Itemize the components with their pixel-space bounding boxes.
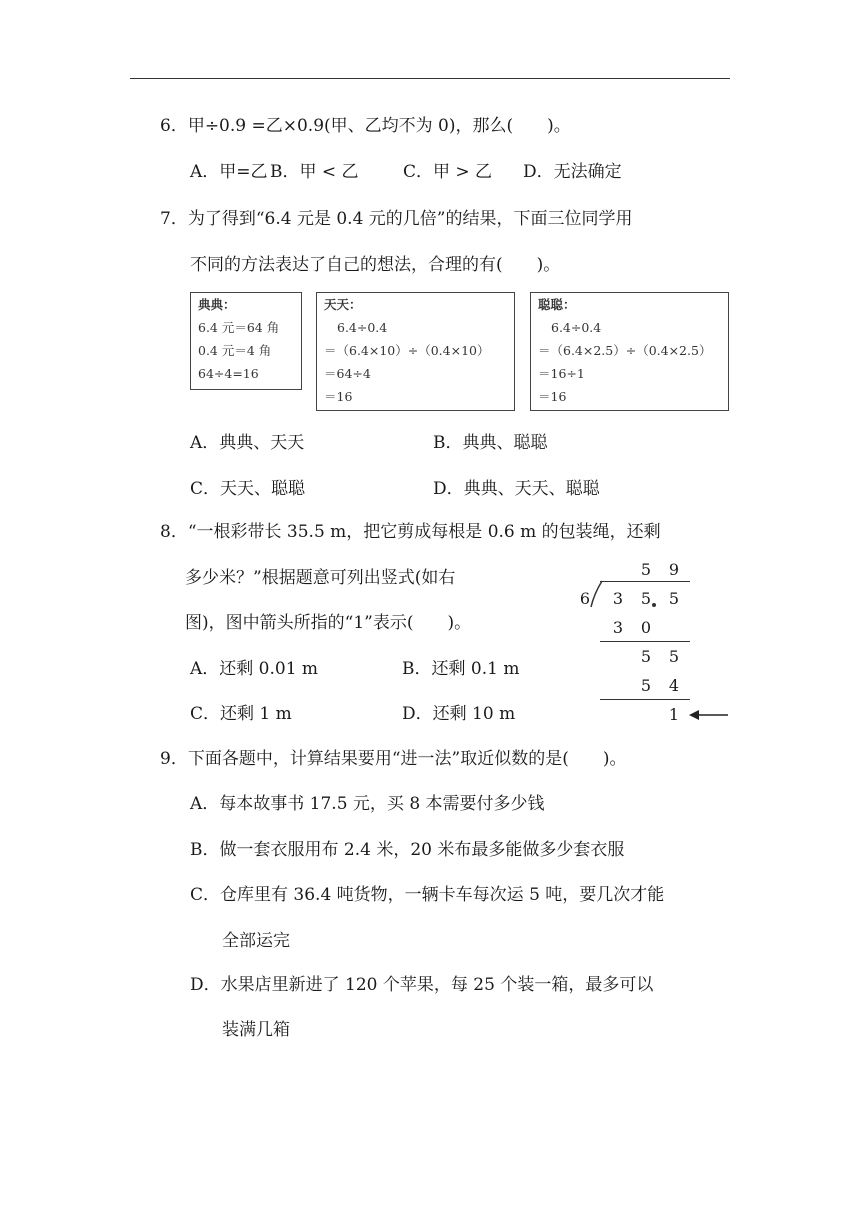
q8-option-c: C．还剩 1 m [190, 704, 292, 724]
student-card-congcong [530, 292, 729, 411]
work-line: 6.4÷0.4 [337, 320, 388, 335]
work-line: 6.4÷0.4 [551, 320, 602, 335]
work-line: ＝（6.4×10）÷（0.4×10） [324, 343, 490, 358]
q6-stem: 6．甲÷0.9 =乙×0.9(甲、乙均不为 0)，那么( )。 [160, 116, 571, 136]
student-name: 聪聪： [538, 297, 576, 312]
student-name: 典典： [198, 297, 236, 312]
subtract-digit: 0 [640, 618, 652, 637]
q9-option-c-line1: C．仓库里有 36.4 吨货物，一辆卡车每次运 5 吨，要几次才能 [190, 885, 665, 905]
work-line: ＝16÷1 [538, 366, 585, 381]
q6-option-a: A．甲=乙 [190, 162, 268, 182]
q8-option-d: D．还剩 10 m [402, 704, 516, 724]
subtract-digit: 4 [668, 676, 680, 695]
q9-stem: 9．下面各题中，计算结果要用“进一法”取近似数的是( )。 [160, 749, 627, 769]
subtract-digit: 5 [640, 676, 652, 695]
work-line: 0.4 元＝4 角 [198, 343, 272, 358]
q7-stem-line2: 不同的方法表达了自己的想法，合理的有( )。 [190, 255, 561, 275]
decimal-point [652, 603, 656, 607]
q7-option-c: C．天天、聪聪 [190, 479, 306, 499]
q8-stem-line2: 多少米？”根据题意可列出竖式(如右 [185, 568, 456, 588]
dividend-digit: 5 [668, 589, 680, 608]
remainder-digit: 5 [640, 647, 652, 666]
left-arrow-icon [688, 707, 730, 723]
q9-option-c-line2: 全部运完 [222, 931, 290, 951]
q8-stem-line1: 8．“一根彩带长 35.5 m，把它剪成每根是 0.6 m 的包装绳，还剩 [160, 522, 661, 542]
work-line: ＝64÷4 [324, 366, 371, 381]
student-name: 天天： [324, 297, 362, 312]
q9-option-d-line1: D．水果店里新进了 120 个苹果，每 25 个装一箱，最多可以 [190, 975, 654, 995]
work-line: ＝16 [538, 389, 567, 404]
quotient-digit: 5 [640, 560, 652, 579]
q7-stem-line1: 7．为了得到“6.4 元是 0.4 元的几倍”的结果，下面三位同学用 [160, 209, 633, 229]
q9-option-b: B．做一套衣服用布 2.4 米，20 米布最多能做多少套衣服 [190, 840, 625, 860]
work-line: 64÷4=16 [198, 366, 259, 381]
final-remainder-digit: 1 [668, 705, 680, 724]
dividend-digit: 3 [612, 589, 624, 608]
q6-option-c: C．甲 > 乙 [403, 162, 493, 182]
dividend-digit: 5 [640, 589, 652, 608]
q7-option-b: B．典典、聪聪 [433, 433, 548, 453]
header-rule [130, 78, 730, 79]
q6-option-b: B．甲 < 乙 [270, 162, 359, 182]
work-line: ＝16 [324, 389, 353, 404]
q9-option-d-line2: 装满几箱 [222, 1020, 290, 1040]
student-card-diandian [190, 292, 302, 390]
division-bar [600, 581, 690, 582]
q6-option-d: D．无法确定 [523, 162, 622, 182]
q8-stem-line3: 图)，图中箭头所指的“1”表示( )。 [185, 613, 472, 633]
q8-option-a: A．还剩 0.01 m [190, 659, 319, 679]
work-line: 6.4 元＝64 角 [198, 320, 280, 335]
student-card-tiantian [316, 292, 515, 411]
q8-option-b: B．还剩 0.1 m [402, 659, 520, 679]
divisor-digit: 6 [579, 589, 591, 608]
remainder-digit: 5 [668, 647, 680, 666]
q9-option-a: A．每本故事书 17.5 元，买 8 本需要付多少钱 [190, 794, 545, 814]
subtraction-line [600, 641, 690, 642]
quotient-digit: 9 [668, 560, 680, 579]
q7-option-d: D．典典、天天、聪聪 [433, 479, 600, 499]
work-line: ＝（6.4×2.5）÷（0.4×2.5） [538, 343, 712, 358]
subtraction-line [600, 699, 690, 700]
q7-option-a: A．典典、天天 [190, 433, 305, 453]
subtract-digit: 3 [612, 618, 624, 637]
